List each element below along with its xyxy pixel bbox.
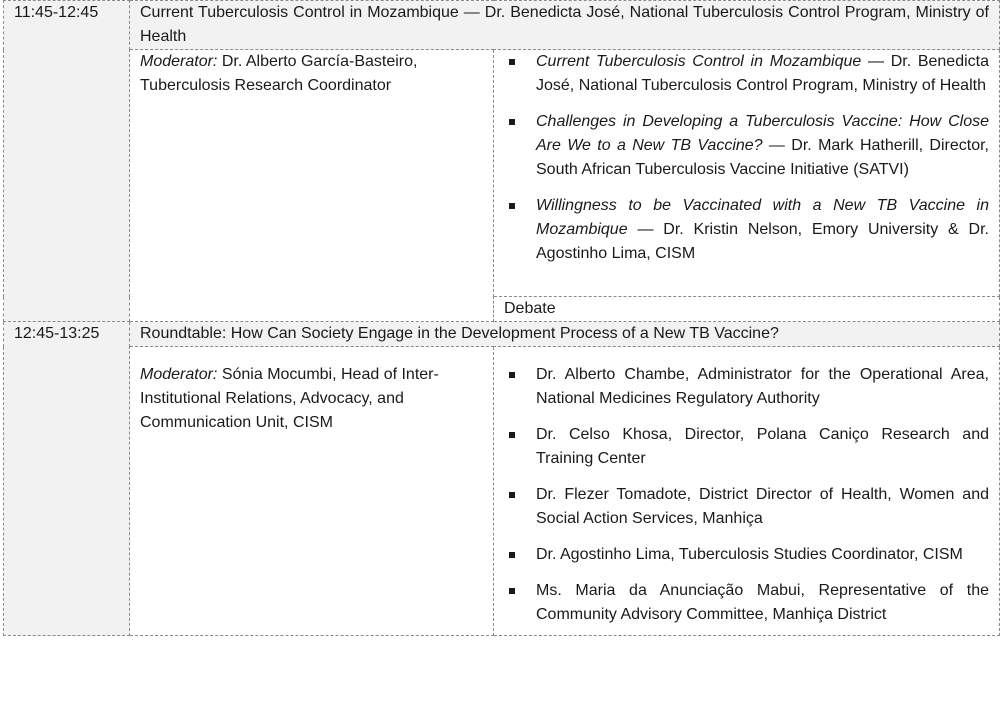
session-time-text: 12:45-13:25 [14, 325, 100, 342]
session-header-row [4, 1, 1000, 50]
list-item [504, 110, 989, 182]
list-item [504, 543, 989, 567]
talk-speaker: — Dr. Kristin Nelson, Emory University & Dr. Agostinho Lima, CISM [536, 221, 989, 262]
session-time [4, 322, 130, 636]
moderator-name: Sónia Mocumbi, Head of Inter-Institutional Relations, Advocacy, and Communication Unit, CISM [140, 366, 439, 431]
list-item [504, 363, 989, 411]
talk-title: Current Tuberculosis Control in Mozambique [536, 53, 862, 70]
panelist-text: Dr. Alberto Chambe, Administrator for the Operational Area, National Medicines Regulatory Authority [536, 366, 989, 407]
talk-title: Challenges in Developing a Tuberculosis Vaccine: How Close Are We to a New TB Vaccine? [536, 113, 989, 154]
session-time-text: 11:45-12:45 [14, 4, 99, 21]
talk-speaker: — Dr. Benedicta José, National Tuberculosis Control Program, Ministry of Health [536, 53, 989, 94]
talk-title: Willingness to be Vaccinated with a New TB Vaccine in Mozambique [536, 197, 989, 238]
session-title [130, 1, 1000, 50]
bullet-icon [509, 552, 515, 558]
bullet-icon [509, 372, 515, 378]
moderator-cell [130, 347, 494, 636]
panelist-text: Dr. Celso Khosa, Director, Polana Caniço Research and Training Center [536, 426, 989, 467]
bullet-icon [509, 588, 515, 594]
session-title-text: Roundtable: How Can Society Engage in the Development Process of a New TB Vaccine? [140, 325, 779, 342]
panelist-text: Dr. Flezer Tomadote, District Director of Health, Women and Social Action Services, Manhiça [536, 486, 989, 527]
agenda-table [3, 0, 1000, 636]
session-detail-row [4, 347, 1000, 636]
session-title [130, 322, 1000, 347]
bullet-icon [509, 492, 515, 498]
session-header-row [4, 322, 1000, 347]
list-item [504, 423, 989, 471]
bullet-icon [509, 119, 515, 125]
moderator-label: Moderator: [140, 366, 218, 383]
bullet-icon [509, 59, 515, 65]
panelist-text: Ms. Maria da Anunciação Mabui, Representative of the Community Advisory Committee, Manhiça District [536, 582, 989, 623]
list-item [504, 483, 989, 531]
talks-cell [494, 50, 1000, 297]
moderator-name: Dr. Alberto García-Basteiro, Tuberculosis Research Coordinator [140, 53, 418, 94]
talk-list [504, 50, 989, 266]
list-item [504, 579, 989, 627]
debate-cell [494, 297, 1000, 322]
list-item [504, 50, 989, 98]
panelists-cell [494, 347, 1000, 636]
debate-label: Debate [504, 300, 556, 317]
talk-speaker: — Dr. Mark Hatherill, Director, South African Tuberculosis Vaccine Initiative (SATVI) [536, 137, 990, 178]
bullet-icon [509, 432, 515, 438]
moderator-cell [130, 50, 494, 322]
bullet-icon [509, 203, 515, 209]
session-title-text: Current Tuberculosis Control in Mozambique — Dr. Benedicta José, National Tuberculosis Control Program, Ministry of Health [140, 4, 989, 45]
moderator-label: Moderator: [140, 53, 218, 70]
session-detail-row [4, 50, 1000, 297]
panelist-text: Dr. Agostinho Lima, Tuberculosis Studies Coordinator, CISM [536, 546, 963, 563]
list-item [504, 194, 989, 266]
panelist-list [504, 363, 989, 627]
session-time [4, 1, 130, 322]
